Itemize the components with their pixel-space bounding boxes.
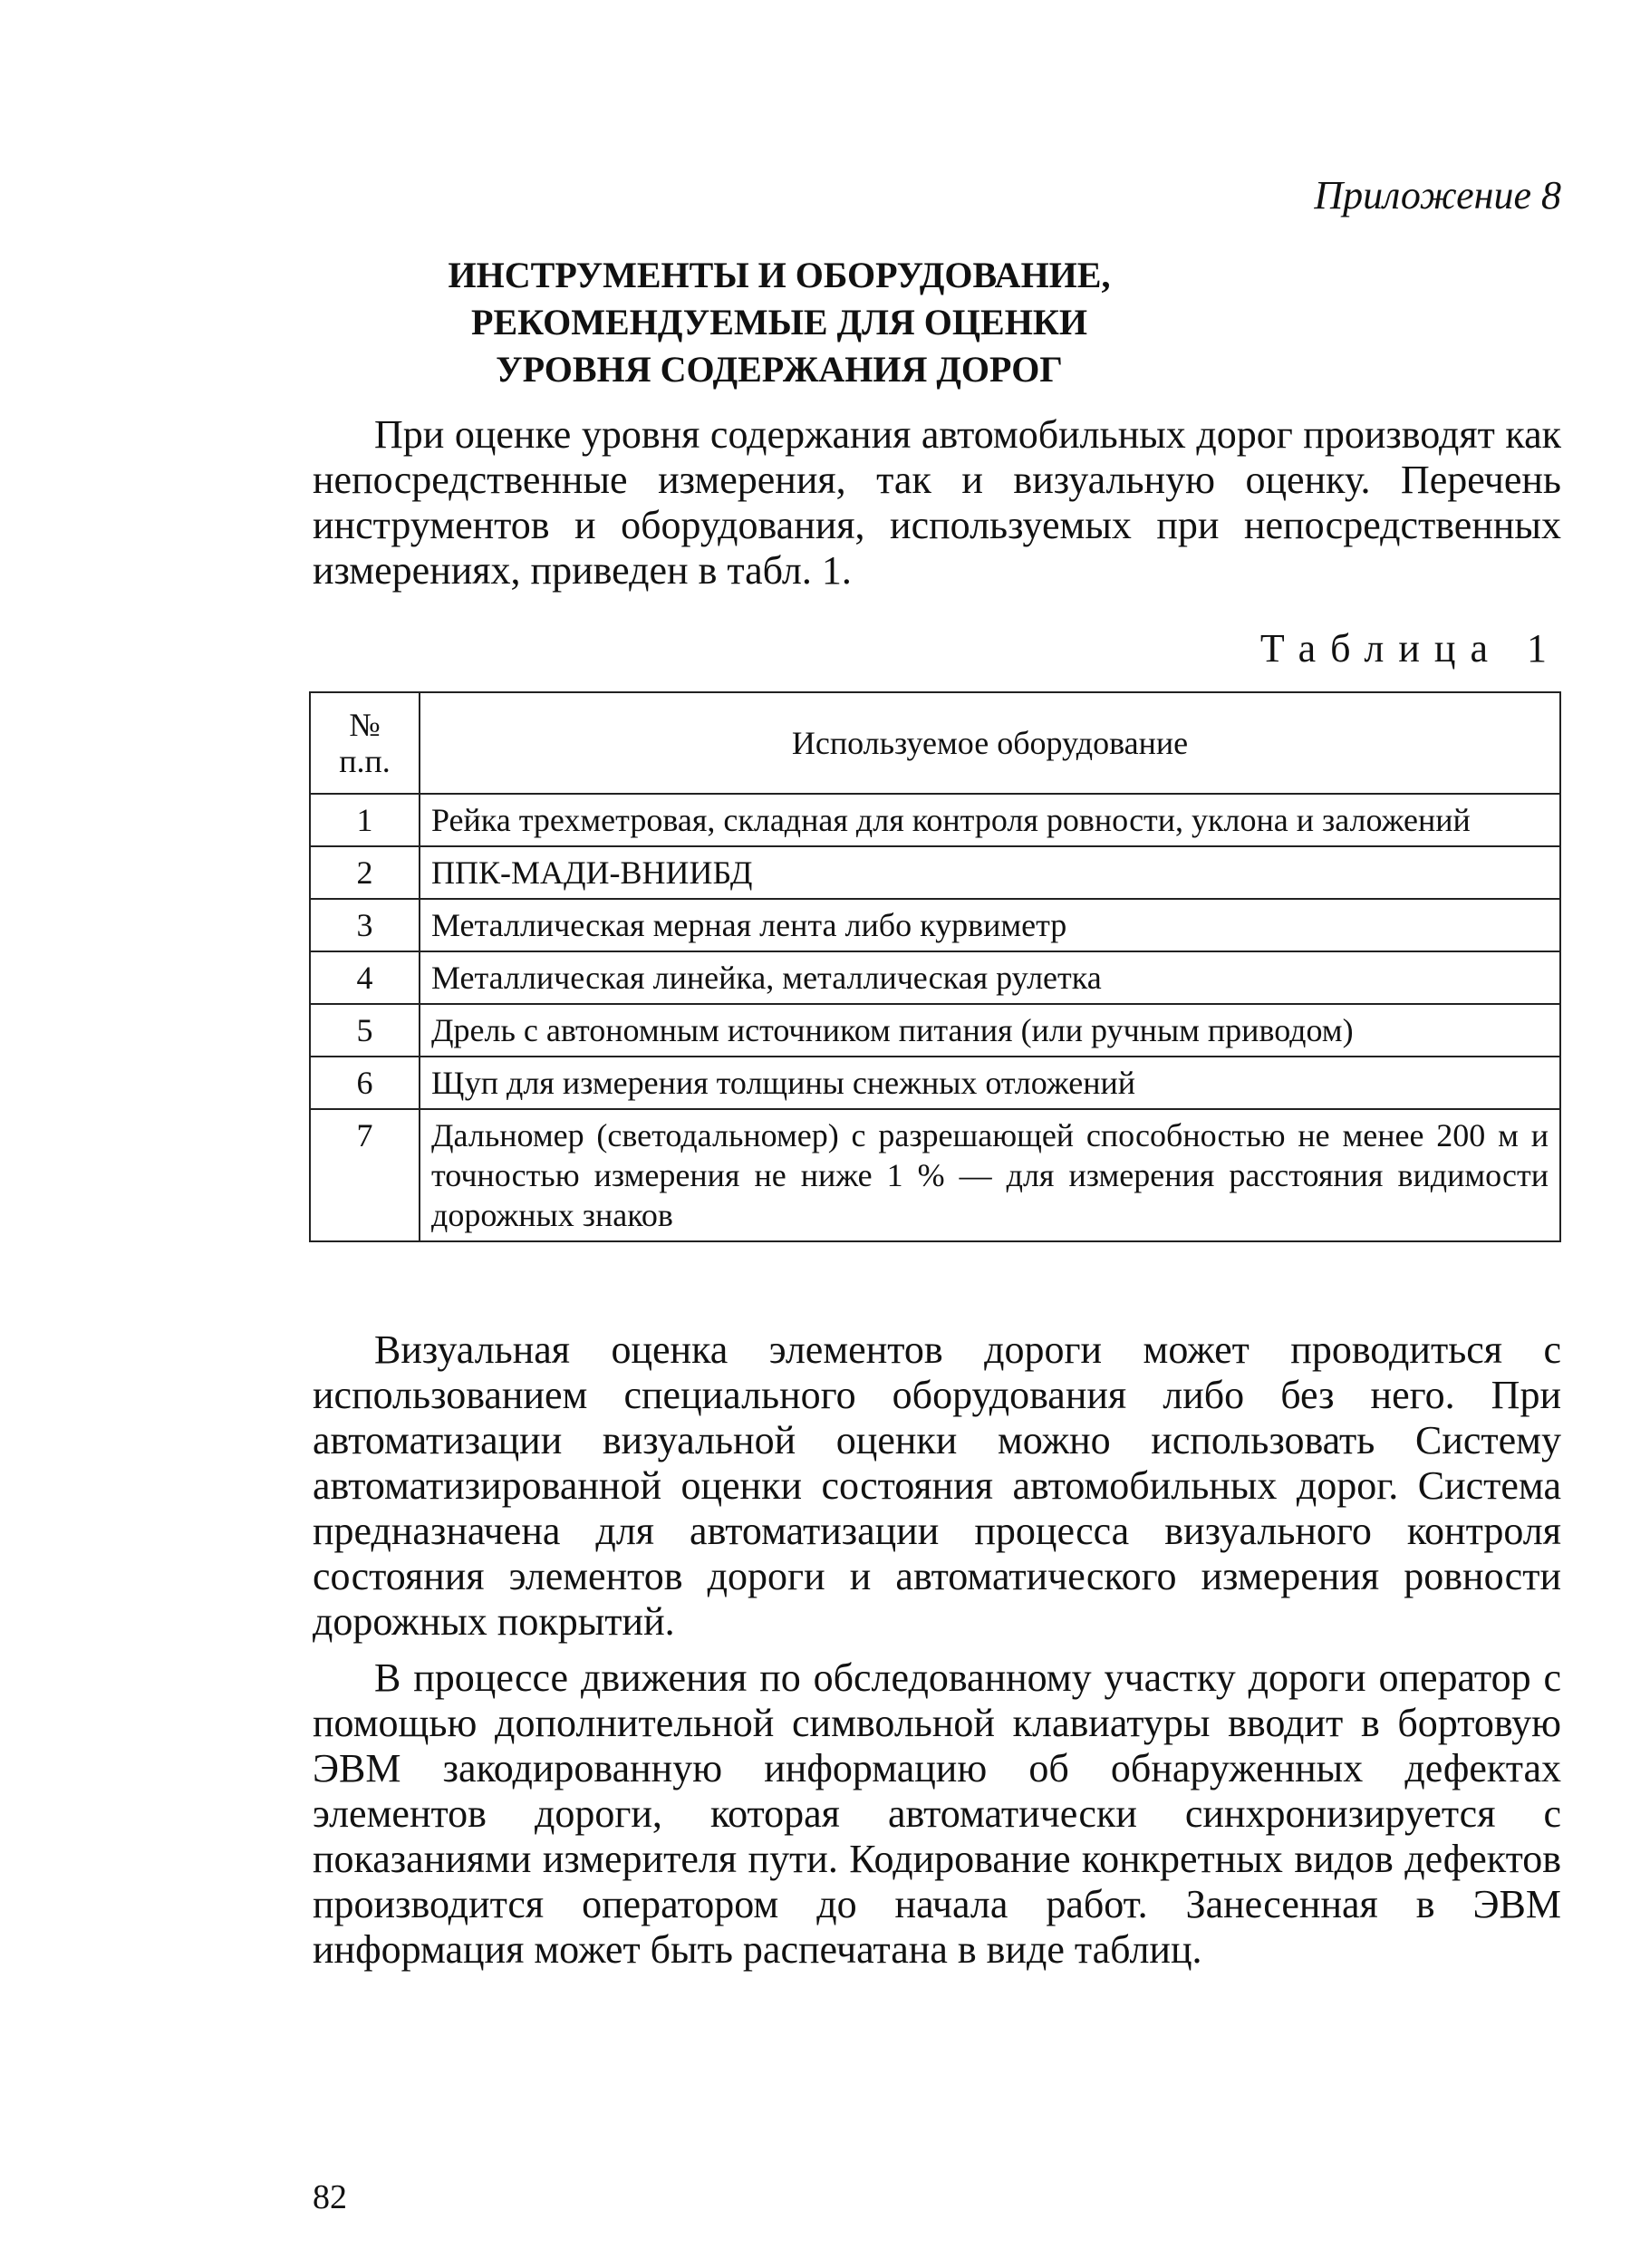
page-number: 82 [313,2178,347,2216]
header-equipment: Используемое оборудование [420,692,1560,794]
header-number [310,692,420,794]
row-equipment: Дрель с автономным источником питания (или ручным приводом) [420,1004,1560,1057]
row-number: 1 [310,794,420,846]
process-paragraph: В процессе движения по обследованному участку дороги оператор с помощью дополнительной символьной клавиатуры вводит в бортовую ЭВМ закодированную информацию об обнаруженных дефектах элементов дороги, которая автоматически синхронизируется с показаниями измерителя пути. Кодирование конкретных видов дефектов производится оператором до начала работ. Занесенная в ЭВМ информация может быть распечатана в виде таблиц. [313,1655,1561,1972]
row-equipment: Дальномер (светодальномер) с разрешающей способностью не менее 200 м и точностью измерения не ниже 1 % — для измерения расстояния видимости дорожных знаков [420,1109,1560,1241]
row-equipment: Металлическая линейка, металлическая рулетка [420,951,1560,1004]
title-line-3: УРОВНЯ СОДЕРЖАНИЯ ДОРОГ [496,349,1063,390]
table-row [310,1057,1560,1109]
row-number: 6 [310,1057,420,1109]
row-number: 7 [310,1109,420,1241]
equipment-table [309,691,1561,1242]
intro-paragraph: При оценке уровня содержания автомобильных дорог производят как непосредственные измерения, так и визуальную оценку. Перечень инструментов и оборудования, используемых при непосредственных измерениях, приведен в табл. 1. [313,412,1561,593]
row-number: 2 [310,846,420,899]
table-row [310,846,1560,899]
table-row [310,951,1560,1004]
table-row [310,899,1560,951]
row-number: 4 [310,951,420,1004]
table-row [310,1004,1560,1057]
header-number-abbr: п.п. [339,743,391,779]
visual-assessment-paragraph: Визуальная оценка элементов дороги может проводиться с использованием специального оборудования либо без него. При автоматизации визуальной оценки можно использовать Систему автоматизированной оценки состояния автомобильных дорог. Система предназначена для автоматизации процесса визуального контроля состояния элементов дороги и автоматического измерения ровности дорожных покрытий. [313,1327,1561,1644]
row-number: 3 [310,899,420,951]
title-line-1: ИНСТРУМЕНТЫ И ОБОРУДОВАНИЕ, [448,255,1111,295]
row-number: 5 [310,1004,420,1057]
table-row [310,1109,1560,1241]
title-line-2: РЕКОМЕНДУЕМЫЕ ДЛЯ ОЦЕНКИ [471,302,1087,343]
row-equipment: Металлическая мерная лента либо курвиметр [420,899,1560,951]
table-label: Таблица 1 [1259,626,1561,671]
appendix-label: Приложение 8 [1314,173,1561,217]
table-header-row [310,692,1560,794]
row-equipment: Щуп для измерения толщины снежных отложений [420,1057,1560,1109]
table-row [310,794,1560,846]
header-number-symbol: № [349,707,381,743]
row-equipment: Рейка трехметровая, складная для контроля ровности, уклона и заложений [420,794,1560,846]
page-title [299,252,1259,393]
row-equipment: ППК-МАДИ-ВНИИБД [420,846,1560,899]
